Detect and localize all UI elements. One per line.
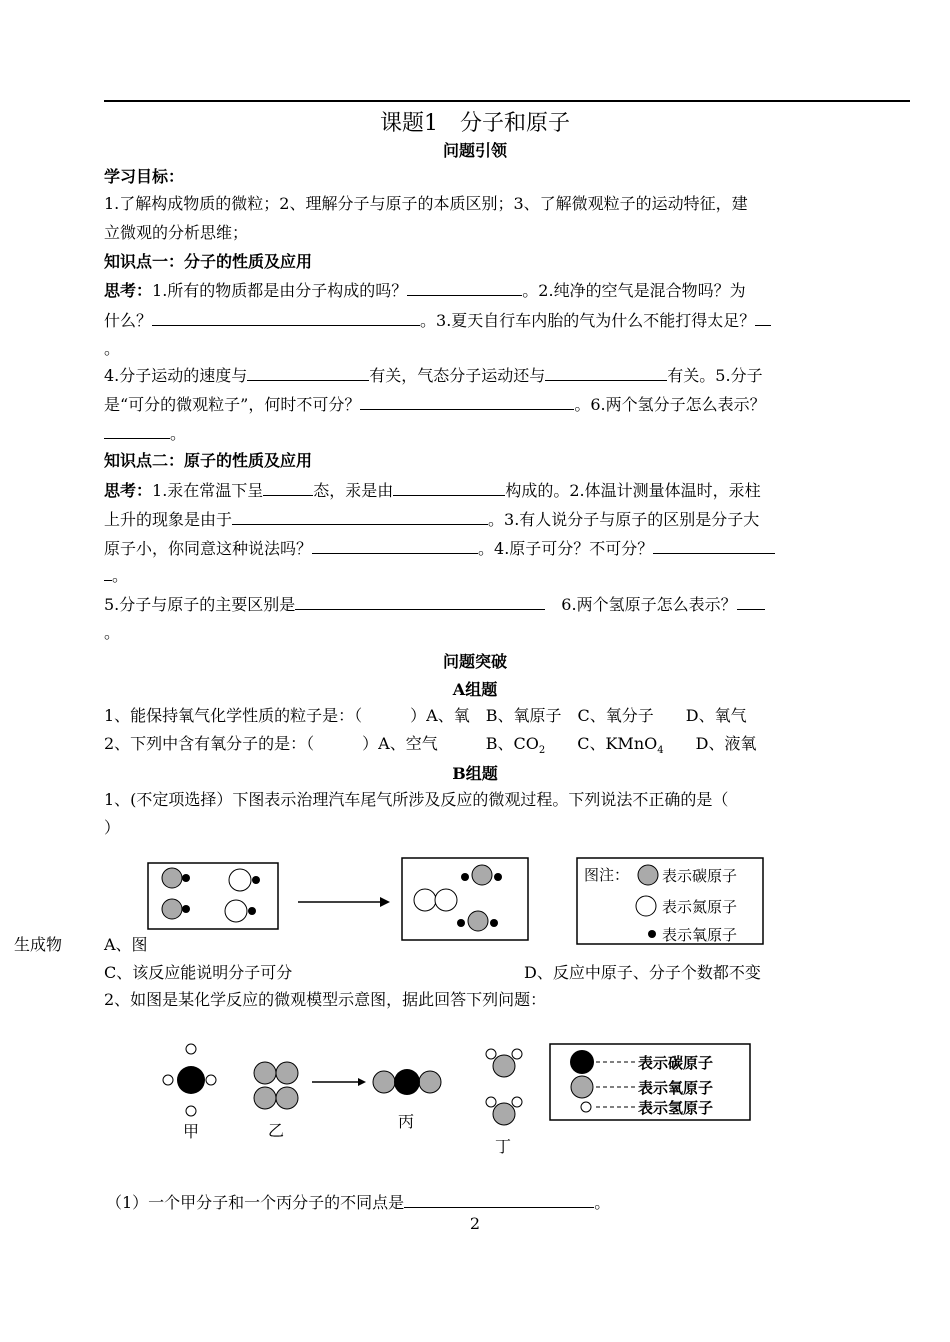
answer-blank[interactable] xyxy=(545,364,667,381)
side-text: 生成物 xyxy=(14,935,63,954)
kp2-heading: 知识点二：原子的性质及应用 xyxy=(104,451,313,470)
co2-molecule xyxy=(373,1069,441,1095)
kp1-q5: 有关。5.分子 xyxy=(667,366,763,385)
kp2-q5: 5.分子与原子的主要区别是 xyxy=(104,595,296,614)
goals-line-1: 1.了解构成物质的微粒；2、理解分子与原子的本质区别；3、了解微观粒子的运动特征，建 xyxy=(104,194,748,213)
kp1-think-label: 思考： xyxy=(104,281,153,300)
legend1-oxygen: 表示氧原子 xyxy=(662,926,738,944)
kp1-q6: 。6.两个氢分子怎么表示？ xyxy=(574,395,766,414)
q1-text: （1）一个甲分子和一个丙分子的不同点是 xyxy=(106,1193,405,1212)
kp2-q4: 。4.原子可分？不可分？ xyxy=(478,539,654,558)
oxygen-molecules xyxy=(254,1062,298,1109)
label-yi: 乙 xyxy=(268,1121,285,1140)
option-d: D、反应中原子、分子个数都不变 xyxy=(524,963,761,982)
a2-text: D、液氧 xyxy=(663,734,757,753)
kp2-q3-cont: 原子小，你同意这种说法吗？ xyxy=(104,539,313,558)
kp1-q4: 4.分子运动的速度与 xyxy=(104,366,248,385)
nitrogen-atom-icon xyxy=(636,896,656,916)
kp1-q3: 。3.夏天自行车内胎的气为什么不能打得太足？ xyxy=(420,311,756,330)
question-b1-line-1: 1、(不定项选择）下图表示治理汽车尾气所涉及反应的微观过程。下列说法不正确的是（ xyxy=(104,790,729,809)
carbon-atom-icon xyxy=(570,1050,594,1074)
kp2-q6: 6.两个氢原子怎么表示？ xyxy=(561,595,737,614)
kp2-q2-cont: 上升的现象是由于 xyxy=(104,510,233,529)
kp2-line-4 xyxy=(104,564,128,587)
answer-blank[interactable] xyxy=(360,393,574,410)
answer-blank[interactable] xyxy=(393,479,505,496)
answer-blank[interactable] xyxy=(247,364,369,381)
legend1-nitrogen: 表示氮原子 xyxy=(662,898,738,916)
kp1-line-3: 。 xyxy=(104,339,121,358)
kp1-line-2 xyxy=(104,309,771,332)
question-a1: 1、能保持氧气化学性质的粒子是：（ ）A、氧 B、氧原子 C、氧分子 D、氧气 xyxy=(104,706,747,725)
kp1-line-6 xyxy=(104,422,186,445)
kp2-q1: 1.汞在常温下呈 xyxy=(152,481,264,500)
legend2-carbon: 表示碳原子 xyxy=(638,1054,714,1072)
group-a-heading: A组题 xyxy=(452,680,498,699)
answer-blank[interactable] xyxy=(295,593,545,610)
kp2-q2: 构成的。2.体温计测量体温时，汞柱 xyxy=(505,481,761,500)
page-number: 2 xyxy=(469,1214,481,1233)
group-b-heading: B组题 xyxy=(452,764,498,783)
kp2-q1-cont: 态，汞是由 xyxy=(313,481,394,500)
reaction-diagram-2 xyxy=(150,1032,760,1162)
reaction-diagram-1 xyxy=(140,855,770,955)
option-c: C、该反应能说明分子可分 xyxy=(104,963,293,982)
kp1-q2: 。2.纯净的空气是混合物吗？为 xyxy=(522,281,746,300)
kp1-q2-cont: 什么？ xyxy=(104,311,153,330)
kp1-q1: 1.所有的物质都是由分子构成的吗？ xyxy=(152,281,408,300)
page-title: 课题1 分子和原子 xyxy=(380,111,570,136)
carbon-atom-icon xyxy=(638,865,658,885)
answer-blank[interactable] xyxy=(232,508,488,525)
answer-blank[interactable] xyxy=(152,309,420,326)
arrow-head xyxy=(380,897,390,907)
legend1-label: 图注： xyxy=(584,866,630,884)
period: 。 xyxy=(594,1193,611,1212)
question-b2: 2、如图是某化学反应的微观模型示意图，据此回答下列问题： xyxy=(104,990,547,1009)
answer-blank[interactable] xyxy=(104,422,170,439)
question-b1-line-2: ） xyxy=(104,818,121,837)
subscript: 2 xyxy=(538,745,546,757)
water-molecule xyxy=(486,1097,522,1125)
kp2-line-5 xyxy=(104,593,765,616)
answer-blank[interactable] xyxy=(312,537,478,554)
kp2-q3: 。3.有人说分子与原子的区别是分子大 xyxy=(488,510,760,529)
legend2-oxygen: 表示氧原子 xyxy=(638,1079,714,1097)
header-rule xyxy=(104,100,910,102)
kp2-line-2 xyxy=(104,508,759,531)
section-heading-guide: 问题引领 xyxy=(442,141,507,160)
section-heading-breakthrough: 问题突破 xyxy=(442,652,507,671)
subscript: 4 xyxy=(657,745,664,757)
kp2-line-3 xyxy=(104,537,775,560)
label-bing: 丙 xyxy=(398,1112,415,1131)
answer-blank[interactable] xyxy=(755,309,771,326)
period: 。 xyxy=(112,566,129,585)
kp1-heading: 知识点一：分子的性质及应用 xyxy=(104,252,313,271)
oxygen-atom-icon xyxy=(571,1076,593,1098)
option-a: A、图 xyxy=(104,935,148,954)
kp2-line-6: 。 xyxy=(104,623,121,642)
a2-text: C、KMnO xyxy=(545,734,658,753)
question-a2 xyxy=(104,733,756,762)
hydrogen-atom-icon xyxy=(581,1102,591,1112)
kp1-line-5 xyxy=(104,393,766,416)
period: 。 xyxy=(170,424,187,443)
kp2-line-1 xyxy=(104,479,761,502)
kp1-line-4 xyxy=(104,364,763,387)
answer-blank[interactable] xyxy=(407,279,522,296)
label-jia: 甲 xyxy=(183,1122,200,1141)
question-b2-1 xyxy=(106,1190,610,1213)
answer-blank[interactable] xyxy=(737,593,765,610)
methane-molecule xyxy=(163,1044,216,1116)
kp1-q4-cont: 有关，气态分子运动还与 xyxy=(369,366,546,385)
goals-heading: 学习目标： xyxy=(104,167,185,186)
water-molecule xyxy=(486,1049,522,1077)
oxygen-atom-icon xyxy=(648,930,656,938)
answer-blank[interactable] xyxy=(653,537,775,554)
kp1-line-1 xyxy=(104,279,746,302)
legend2-hydrogen: 表示氢原子 xyxy=(638,1099,714,1117)
arrow-head xyxy=(358,1078,366,1086)
answer-blank[interactable] xyxy=(263,479,313,496)
legend1-carbon: 表示碳原子 xyxy=(662,867,738,885)
kp1-q5-cont: 是“可分的微观粒子”，何时不可分？ xyxy=(104,395,361,414)
answer-blank[interactable] xyxy=(404,1191,594,1208)
kp2-think-label: 思考： xyxy=(104,481,153,500)
goals-line-2: 立微观的分析思维； xyxy=(104,223,249,242)
answer-blank[interactable] xyxy=(104,564,112,581)
a2-text: 2、下列中含有氧分子的是：（ ）A、空气 B、CO xyxy=(104,734,539,753)
label-ding: 丁 xyxy=(495,1137,512,1156)
